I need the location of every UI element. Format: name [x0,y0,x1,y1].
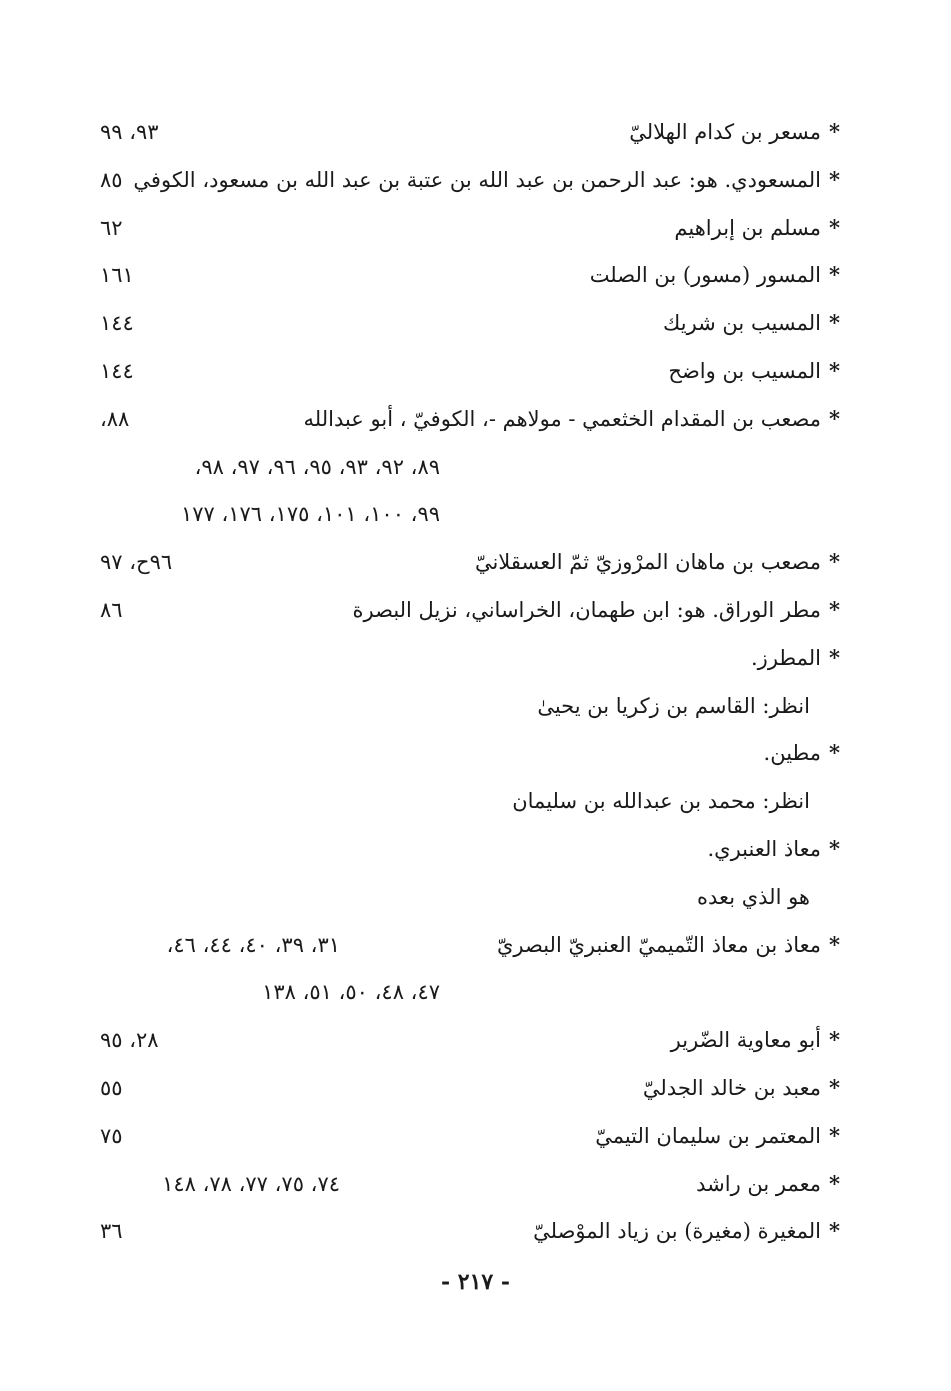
entry-name [671,1020,840,1060]
bullet-asterisk-icon: * [829,405,840,431]
entry-page-refs: ٢٨، ٩٥ [100,1028,159,1053]
index-entry [100,494,840,534]
index-entry [100,686,840,726]
bullet-asterisk-icon: * [829,358,840,383]
index-entry [100,638,840,678]
entry-label: معمر بن راشد [696,1171,822,1196]
entry-name [696,1164,840,1204]
index-entry [100,255,840,295]
index-entry [100,781,840,821]
entry-label: أبو معاوية الضّرير [670,1028,822,1053]
entry-name [590,255,840,295]
entry-page-refs: ٩٦ح، ٩٧ [100,550,173,575]
index-entry [100,160,840,200]
entry-page-refs: ٨٥ [100,167,123,192]
entry-label: مطين. [763,741,822,766]
index-entry [100,351,840,391]
entry-page-refs: ١٤٤ [100,311,134,336]
entry-name [707,829,840,869]
index-entry [100,972,840,1012]
entry-label: مصعب بن المقدام الخثعمي - مولاهم -، الكوفيّ ، أبو عبدالله [303,406,822,431]
entry-label: انظر: القاسم بن زكريا بن يحيىٰ [537,693,810,718]
entry-label: هو الذي بعده [697,884,810,909]
entry-name [304,399,841,439]
bullet-asterisk-icon: * [829,310,840,336]
index-entry [100,208,840,248]
entry-name [353,590,840,630]
index-entry [100,447,840,487]
bullet-asterisk-icon: * [829,119,840,144]
bullet-asterisk-icon: * [829,644,840,670]
entry-name [497,925,840,965]
entry-name [663,303,840,343]
entry-page-refs: ٧٥ [100,1123,123,1148]
index-entry [100,877,840,917]
index-entry [100,399,840,439]
bullet-asterisk-icon: * [829,1218,840,1244]
entry-label: المسيب بن شريك [663,311,822,336]
index-entry [100,733,840,773]
entry-page-refs: ٦٢ [100,215,123,240]
bullet-asterisk-icon: * [829,549,840,575]
entry-name [697,877,810,917]
entry-name [668,351,840,391]
entry-name [133,160,840,200]
index-entry [100,925,840,965]
bullet-asterisk-icon: * [829,597,840,622]
bullet-asterisk-icon: * [829,836,840,861]
bullet-asterisk-icon: * [829,740,840,766]
entry-label: انظر: محمد بن عبدالله بن سليمان [512,789,810,814]
index-entry [100,1164,840,1204]
bullet-asterisk-icon: * [829,931,840,957]
bullet-asterisk-icon: * [829,1122,840,1148]
entry-label: معاذ بن معاذ التّميميّ العنبريّ البصريّ [496,932,822,957]
entry-name [751,638,840,678]
entry-page-refs: ٨٨، [100,406,130,431]
bullet-asterisk-icon: * [829,1027,840,1053]
entry-page-refs: ٩٩، ١٠٠، ١٠١، ١٧٥، ١٧٦، ١٧٧ [180,502,440,527]
entry-label: مطر الوراق. هو: ابن طهمان، الخراساني، نزيل البصرة [352,598,822,622]
entry-label: معبد بن خالد الجدليّ [642,1076,822,1100]
entry-page-refs: ٨٩، ٩٢، ٩٣، ٩٥، ٩٦، ٩٧، ٩٨، [194,454,440,479]
entry-label: المغيرة (مغيرة) بن زياد الموْصليّ [533,1219,822,1244]
entry-name [629,112,840,152]
bullet-asterisk-icon: * [829,1075,840,1100]
entry-page-refs: ٧٤، ٧٥، ٧٧، ٧٨، ١٤٨ [162,1171,340,1196]
bullet-asterisk-icon: * [829,166,840,192]
entry-name [533,1211,840,1251]
entry-label: المسعودي. هو: عبد الرحمن بن عبد الله بن عتبة بن عبد الله بن مسعود، الكوفي [133,167,822,192]
index-entry [100,112,840,152]
entry-name [643,1068,840,1108]
entry-label: المعتمر بن سليمان التيميّ [595,1123,822,1148]
entry-page-refs: ٣١، ٣٩، ٤٠، ٤٤، ٤٦، [166,932,340,957]
entry-page-refs: ٩٣، ٩٩ [100,120,159,144]
entry-page-refs: ٤٧، ٤٨، ٥٠، ٥١، ١٣٨ [262,980,440,1005]
bullet-asterisk-icon: * [829,262,840,288]
entry-label: مسلم بن إبراهيم [674,215,822,240]
entry-label: معاذ العنبري. [707,837,822,861]
index-entry [100,1116,840,1156]
index-entry [100,1068,840,1108]
bullet-asterisk-icon: * [829,214,840,240]
entry-name [475,542,840,582]
entry-name [595,1116,840,1156]
entry-name [537,686,810,726]
index-entry [100,303,840,343]
index-entry [100,829,840,869]
entry-label: المطرز. [751,645,822,670]
entry-label: المسيب بن واضح [668,359,822,383]
entry-page-refs: ٥٥ [100,1076,123,1100]
entry-name [674,208,840,248]
index-entry [100,1211,840,1251]
index-entry [100,1020,840,1060]
entry-name [512,781,810,821]
entry-name [764,733,840,773]
entry-page-refs: ١٦١ [100,263,134,288]
entry-page-refs: ٨٦ [100,598,123,622]
entry-label: مصعب بن ماهان المرْوزيّ ثمّ العسقلانيّ [474,550,822,575]
entry-label: المسور (مسور) بن الصلت [589,263,822,288]
page-number: - ٢١٧ - [440,1269,511,1295]
bullet-asterisk-icon: * [829,1170,840,1196]
index-entry [100,590,840,630]
entry-page-refs: ٣٦ [100,1219,123,1244]
index-entry [100,542,840,582]
entry-page-refs: ١٤٤ [100,359,134,383]
entry-label: مسعر بن كدام الهلاليّ [629,120,822,144]
